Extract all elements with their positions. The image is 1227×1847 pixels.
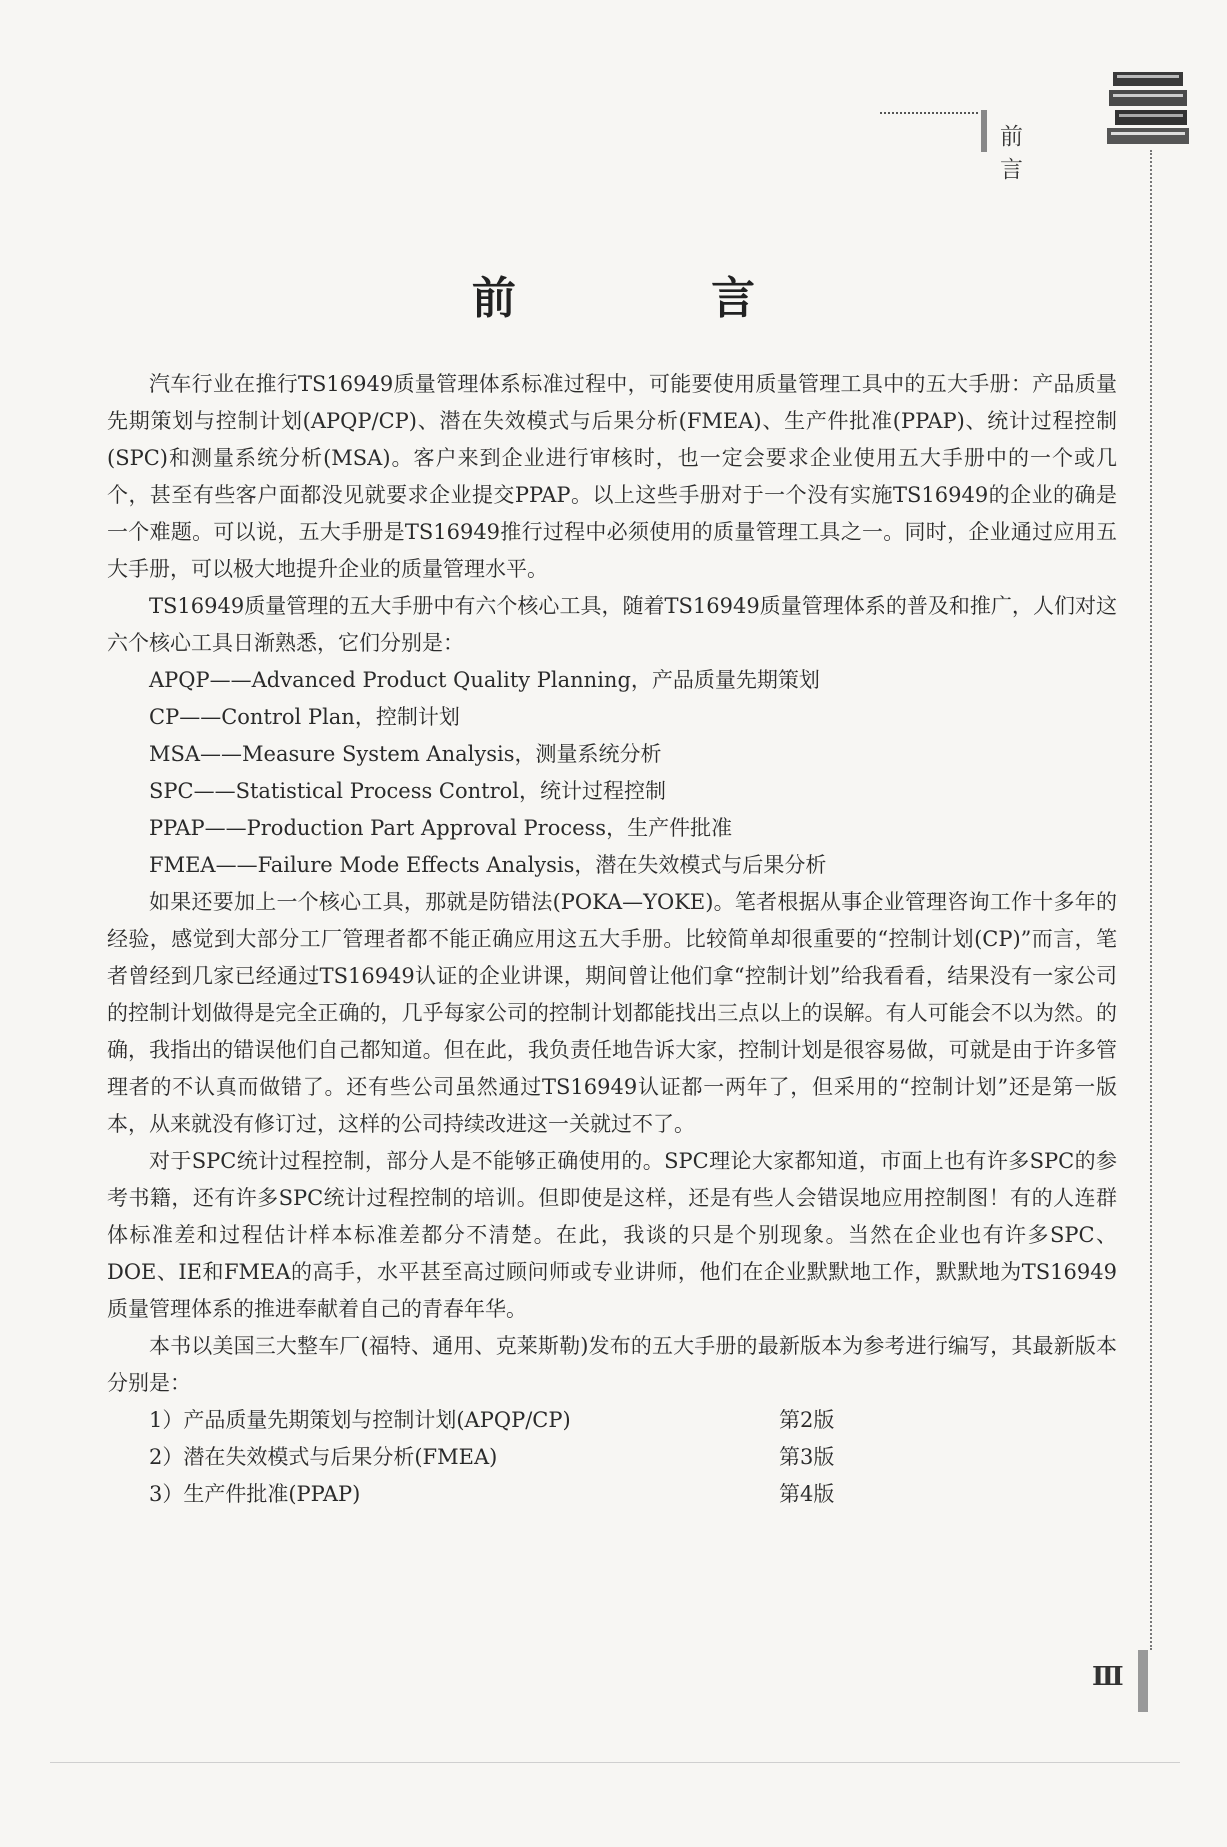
header-rule bbox=[880, 112, 978, 114]
tool-item-cp: CP——Control Plan，控制计划 bbox=[149, 705, 460, 729]
tool-item-msa: MSA——Measure System Analysis，测量系统分析 bbox=[149, 742, 662, 766]
header-bar bbox=[981, 110, 987, 152]
edition-version: 第2版 bbox=[779, 1408, 835, 1432]
tool-item-apqp: APQP——Advanced Product Quality Planning，产品质量先期策划 bbox=[149, 668, 820, 692]
paragraph-1: 汽车行业在推行TS16949质量管理体系标准过程中，可能要使用质量管理工具中的五大手册：产品质量先期策划与控制计划(APQP/CP)、潜在失效模式与后果分析(FMEA)、生产件批准(PPAP)、统计过程控制(SPC)和测量系统分析(MSA)。客户来到企业进行审核时，也一定会要求企业使用五大手册中的一个或几个，甚至有些客户面都没见就要求企业提交PPAP。以上这些手册对于一个没有实施TS16949的企业的确是一个难题。可以说，五大手册是TS16949推行过程中必须使用的质量管理工具之一。同时，企业通过应用五大手册，可以极大地提升企业的质量管理水平。 bbox=[107, 372, 1117, 581]
running-header: 前 言 bbox=[1000, 124, 1067, 183]
book-stack-icon bbox=[1105, 60, 1195, 150]
bottom-rule bbox=[50, 1762, 1180, 1763]
edition-item bbox=[107, 1476, 1117, 1513]
side-dotted-rule bbox=[1150, 150, 1152, 1650]
tool-item-spc: SPC——Statistical Process Control，统计过程控制 bbox=[149, 779, 666, 803]
paragraph-2: TS16949质量管理的五大手册中有六个核心工具，随着TS16949质量管理体系的普及和推广，人们对这六个核心工具日渐熟悉，它们分别是： bbox=[107, 594, 1117, 655]
page-number: Ⅲ bbox=[1092, 1662, 1124, 1692]
edition-item bbox=[107, 1439, 1117, 1476]
edition-item bbox=[107, 1402, 1117, 1439]
paragraph-3: 如果还要加上一个核心工具，那就是防错法(POKA—YOKE)。笔者根据从事企业管理咨询工作十多年的经验，感觉到大部分工厂管理者都不能正确应用这五大手册。比较简单却很重要的“控制计划(CP)”而言，笔者曾经到几家已经通过TS16949认证的企业讲课，期间曾让他们拿“控制计划”给我看看，结果没有一家公司的控制计划做得是完全正确的，几乎每家公司的控制计划都能找出三点以上的误解。有人可能会不以为然。的确，我指出的错误他们自己都知道。但在此，我负责任地告诉大家，控制计划是很容易做，可就是由于许多管理者的不认真而做错了。还有些公司虽然通过TS16949认证都一两年了，但采用的“控制计划”还是第一版本，从来就没有修订过，这样的公司持续改进这一关就过不了。 bbox=[107, 890, 1117, 1136]
paragraph-4: 对于SPC统计过程控制，部分人是不能够正确使用的。SPC理论大家都知道，市面上也有许多SPC的参考书籍，还有许多SPC统计过程控制的培训。但即使是这样，还是有些人会错误地应用控制图！有的人连群体标准差和过程估计样本标准差都分不清楚。在此，我谈的只是个别现象。当然在企业也有许多SPC、DOE、IE和FMEA的高手，水平甚至高过顾问师或专业讲师，他们在企业默默地工作，默默地为TS16949质量管理体系的推进奉献着自己的青春年华。 bbox=[107, 1149, 1117, 1321]
edition-name: 2）潜在失效模式与后果分析(FMEA) bbox=[149, 1445, 498, 1469]
edition-name: 1）产品质量先期策划与控制计划(APQP/CP) bbox=[149, 1408, 571, 1432]
tool-item-fmea: FMEA——Failure Mode Effects Analysis，潜在失效模式与后果分析 bbox=[149, 853, 827, 877]
page-title: 前 言 bbox=[471, 273, 846, 324]
body-text bbox=[107, 366, 1117, 1513]
paragraph-5: 本书以美国三大整车厂(福特、通用、克莱斯勒)发布的五大手册的最新版本为参考进行编写，其最新版本分别是： bbox=[107, 1334, 1117, 1395]
edition-version: 第4版 bbox=[779, 1482, 835, 1506]
edition-version: 第3版 bbox=[779, 1445, 835, 1469]
page-tab bbox=[1138, 1650, 1148, 1712]
edition-name: 3）生产件批准(PPAP) bbox=[149, 1482, 361, 1506]
tool-item-ppap: PPAP——Production Part Approval Process，生产件批准 bbox=[149, 816, 733, 840]
